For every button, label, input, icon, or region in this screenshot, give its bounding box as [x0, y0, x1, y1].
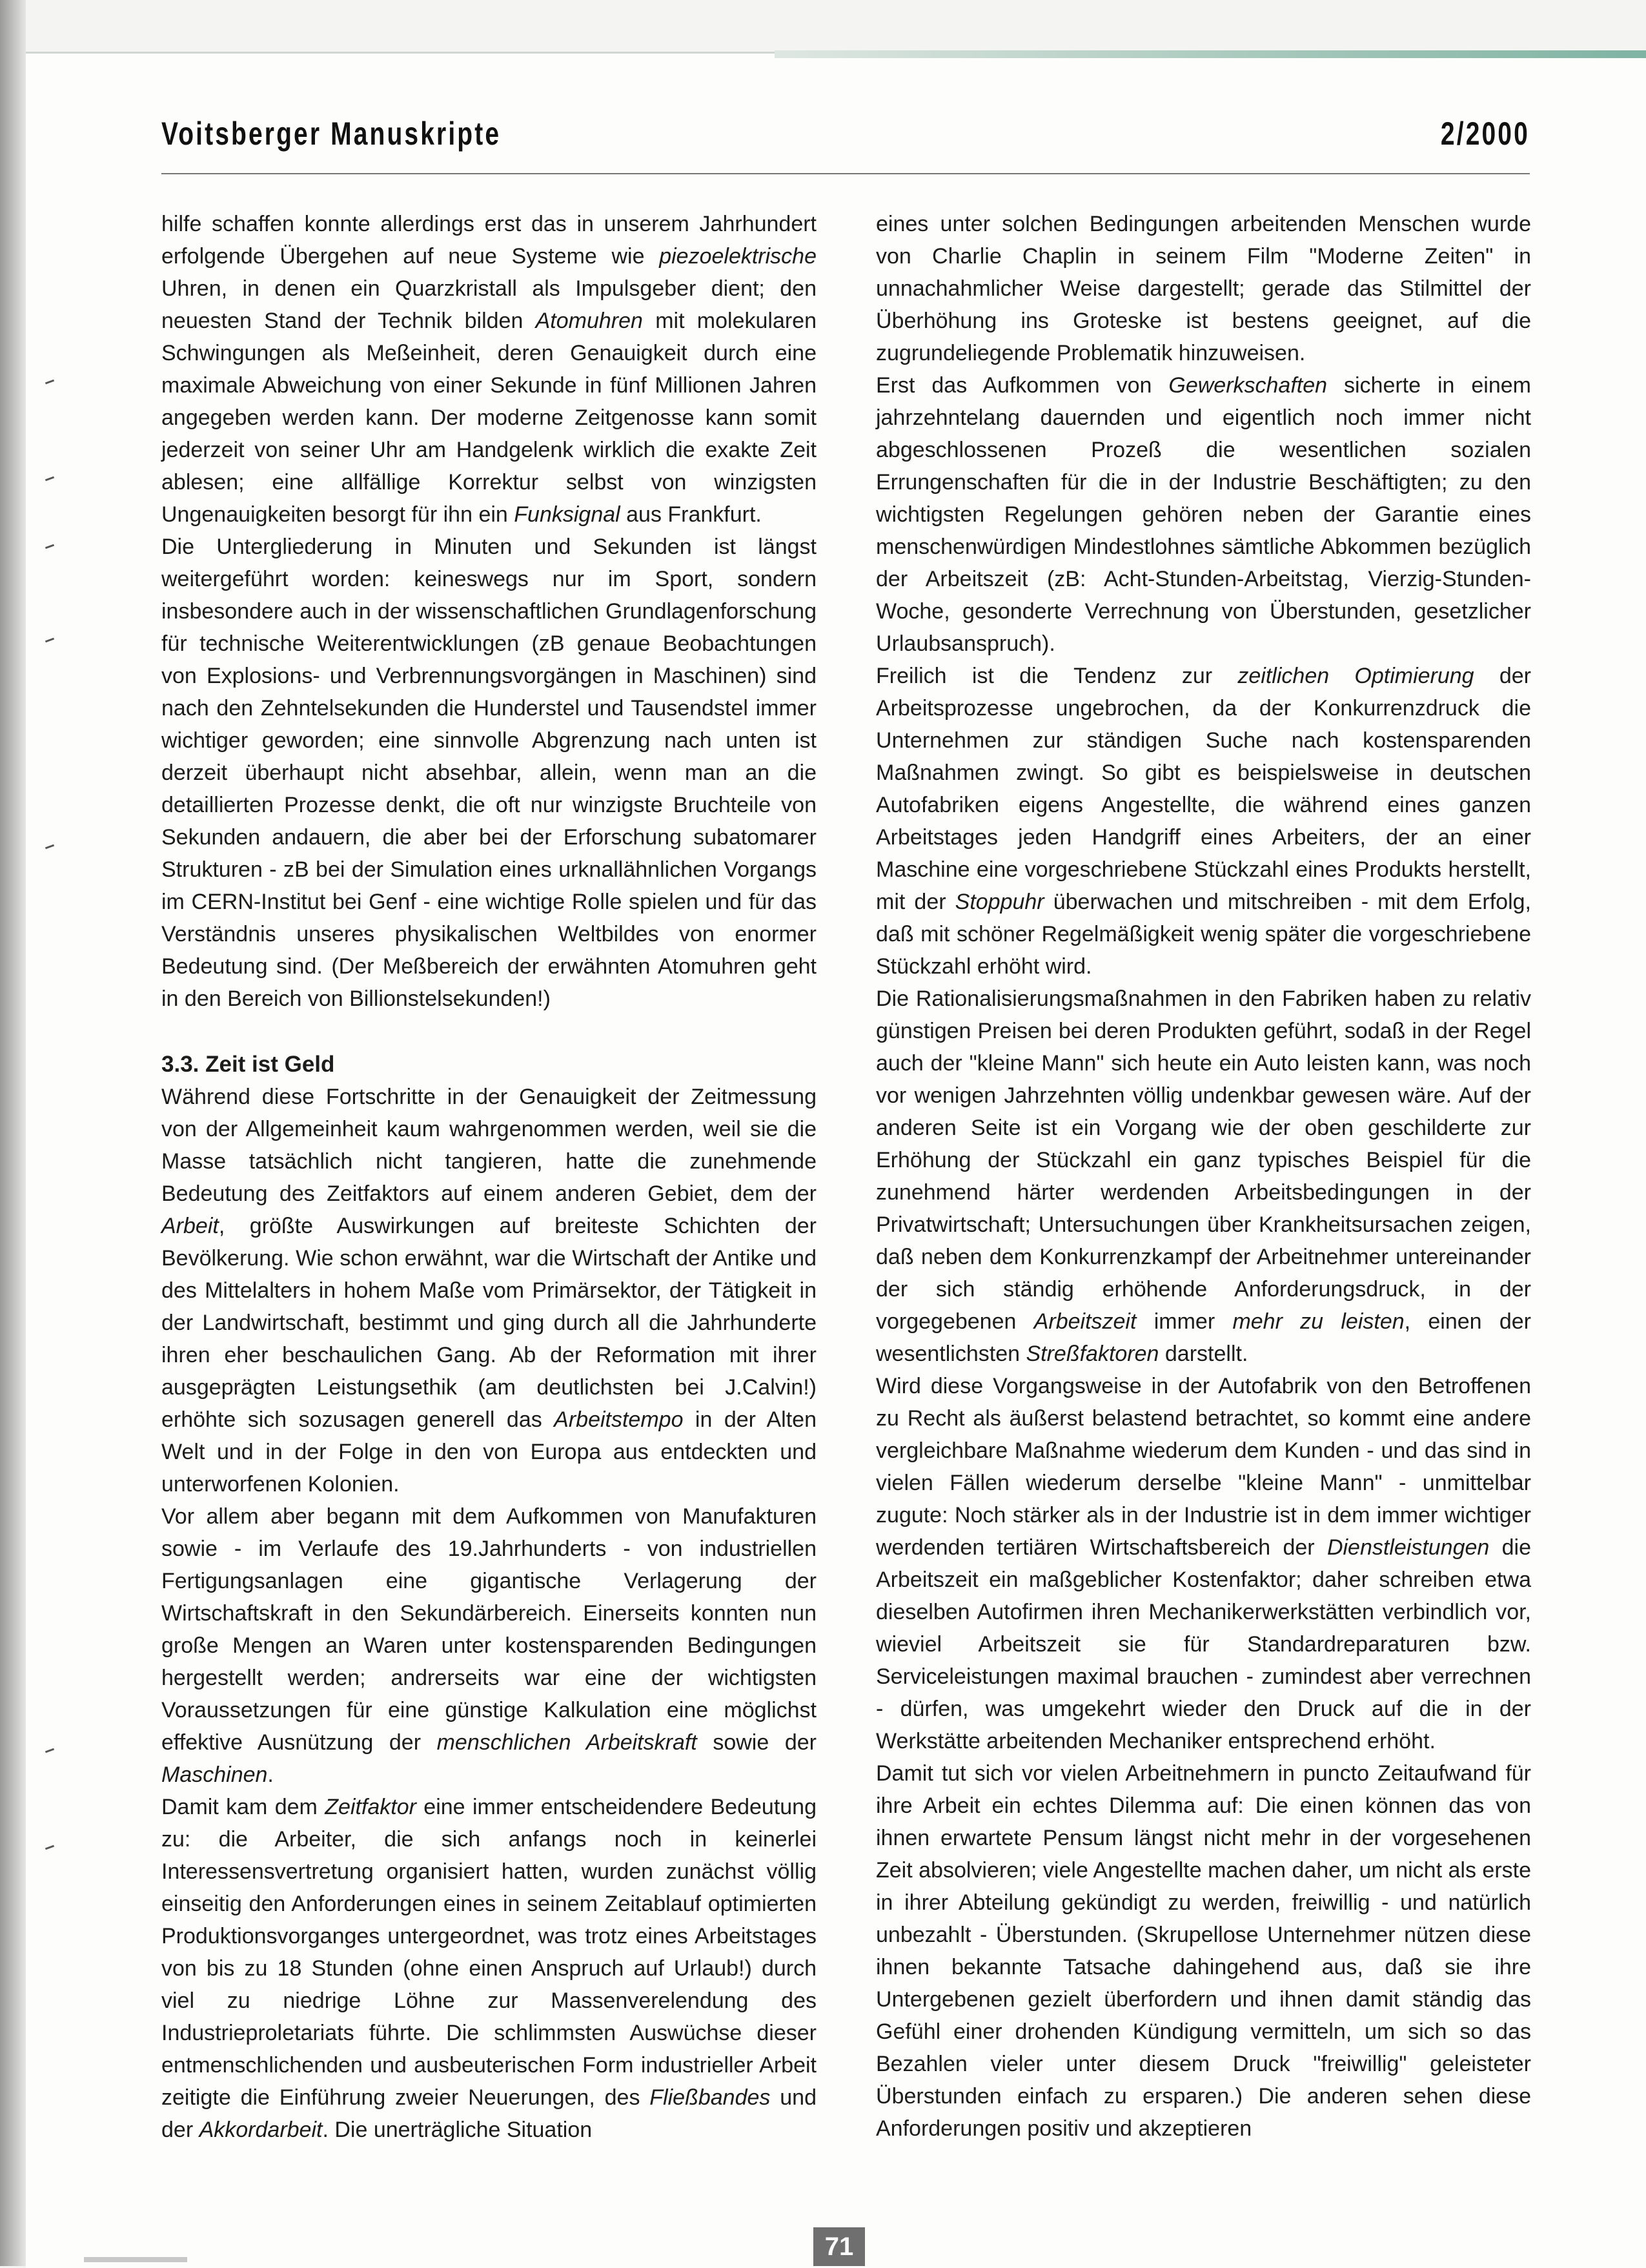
page-number: 71 [813, 2227, 865, 2266]
paragraph: Während diese Fortschritte in der Genauigkeit der Zeitmessung von der Allgemeinheit kaum wahrgenommen werden, weil sie die Masse tatsächlich nicht tangieren, hatte die zunehmende Bedeutung des Zeitfaktors auf einem anderen Gebiet, dem der Arbeit, größte Auswirkungen auf breiteste Schichten der Bevölkerung. Wie schon erwähnt, war die Wirtschaft der Antike und des Mittelalters in hohem Maße vom Primärsektor, der Tätigkeit in der Landwirtschaft, bestimmt und ging durch all die Jahrhunderte ihren eher beschaulichen Gang. Ab der Reformation mit ihrer ausgeprägten Leistungsethik (am deutlichsten bei J.Calvin!) erhöhte sich sozusagen generell das Arbeitstempo in der Alten Welt und in der Folge in den von Europa aus entdeckten und unterworfenen Kolonien. [161, 1085, 817, 1497]
paragraph: eines unter solchen Bedingungen arbeitenden Menschen wurde von Charlie Chaplin in seinem Film "Moderne Zeiten" in unnachahmlicher Weise dargestellt; gerade das Stilmittel der Überhöhung ins Groteske ist bestens geeignet, auf die zugrundeliegende Problematik hinzuweisen. [876, 212, 1531, 365]
paragraph: hilfe schaffen konnte allerdings erst das in unserem Jahrhundert erfolgende Übergehen auf neue Systeme wie piezoelektrische Uhren, in denen ein Quarzkristall als Impulsgeber dient; den neuesten Stand der Technik bilden Atomuhren mit molekularen Schwingungen als Meßeinheit, deren Genauigkeit durch eine maximale Abweichung von einer Sekunde in fünf Millionen Jahren angegeben werden kann. Der moderne Zeitgenosse kann somit jederzeit von seiner Uhr am Handgelenk wirklich die exakte Zeit ablesen; eine allfällige Korrektur selbst von winzigsten Ungenauigkeiten besorgt für ihn ein Funksignal aus Frankfurt. [161, 212, 817, 527]
paragraph: Die Rationalisierungsmaßnahmen in den Fabriken haben zu relativ günstigen Preisen bei deren Produkten geführt, sodaß in der Regel auch der "kleine Mann" sich heute ein Auto leisten kann, was noch vor wenigen Jahrzehnten völlig undenkbar gewesen wäre. Auf der anderen Seite ist ein Vorgang wie der oben geschilderte zur Erhöhung der Stückzahl ein ganz typisches Beispiel für die zunehmend härter werdenden Arbeitsbedingungen in der Privatwirtschaft; Untersuchungen über Krankheitsursachen zeigen, daß neben dem Konkurrenzkampf der Arbeitnehmer untereinander der sich ständig erhöhende Anforderungsdruck, in der vorgegebenen Arbeitszeit immer mehr zu leisten, einen der wesentlichsten Streßfaktoren darstellt. [876, 986, 1531, 1366]
paragraph: Damit kam dem Zeitfaktor eine immer entscheidendere Bedeutung zu: die Arbeiter, die sich anfangs noch in keinerlei Interessensvertretung organisiert hatten, wurden zunächst völlig einseitig den Anforderungen eines in seinem Zeitablauf optimierten Produktionsvorganges untergeordnet, was trotz eines Arbeitstages von bis zu 18 Stunden (ohne einen Anspruch auf Urlaub!) durch viel zu niedrige Löhne zur Massenverelendung des Industrieproletariats führte. Die schlimmsten Auswüchse dieser entmenschlichenden und ausbeuterischen Form industrieller Arbeit zeitigte die Einführung zweier Neuerungen, des Fließbandes und der Akkordarbeit. Die unerträgliche Situation [161, 1795, 817, 2142]
scan-artifact [84, 2257, 187, 2262]
paragraph: Damit tut sich vor vielen Arbeitnehmern in puncto Zeitaufwand für ihre Arbeit ein echtes Dilemma auf: Die einen können das von ihnen erwartete Pensum längst nicht mehr in der vorgesehenen Zeit absolvieren; viele Angestellte machen daher, um nicht als erste in ihrer Abteilung gekündigt zu werden, freiwillig - und natürlich unbezahlt - Überstunden. (Skrupellose Unternehmer nützen diese ihnen bekannte Tatsache dahingehend aus, daß sie ihre Untergebenen gezielt überfordern und ihnen damit ständig das Gefühl einer drohenden Kündigung vermitteln, um sich so das Bezahlen vieler unter diesem Druck "freiwillig" geleisteter Überstunden einfach zu ersparen.) Die anderen sehen diese Anforderungen positiv und akzeptieren [876, 1761, 1531, 2141]
cover-edge-strip [775, 50, 1646, 58]
paragraph: Die Untergliederung in Minuten und Sekunden ist längst weitergeführt worden: keineswegs nur im Sport, sondern insbesondere auch in der wissenschaftlichen Grundlagenforschung für technische Weiterentwicklungen (zB genaue Beobachtungen von Explosions- und Verbrennungsvorgängen in Maschinen) sind nach den Zehntelsekunden die Hunderstel und Tausendstel immer wichtiger geworden; eine sinnvolle Abgrenzung nach unten ist derzeit überhaupt nicht absehbar, allein, wenn man an die detaillierten Prozesse denkt, die oft nur winzigste Bruchteile von Sekunden andauern, die aber bei der Erforschung subatomarer Strukturen - zB bei der Simulation eines urknallähnlichen Vorgangs im CERN-Institut bei Genf - eine wichtige Rolle spielen und für das Verständnis unseres physikalischen Weltbildes von enormer Bedeutung sind. (Der Meßbereich der erwähnten Atomuhren geht in den Bereich von Billionstelsekunden!) [161, 535, 817, 1011]
paragraph: Erst das Aufkommen von Gewerkschaften sicherte in einem jahrzehntelang dauernden und eigentlich noch immer nicht abgeschlossenen Prozeß die wesentlichen sozialen Errungenschaften für die in der Industrie Beschäftigten; zu den wichtigsten Regelungen gehören neben der Garantie eines menschenwürdigen Mindestlohnes sämtliche Abkommen bezüglich der Arbeitszeit (zB: Acht-Stunden-Arbeitstag, Vierzig-Stunden-Woche, gesonderte Verrechnung von Überstunden, gesetzlicher Urlaubsanspruch). [876, 373, 1531, 656]
paragraph: Vor allem aber begann mit dem Aufkommen von Manufakturen sowie - im Verlaufe des 19.Jahrhunderts - von industriellen Fertigungsanlagen eine gigantische Verlagerung der Wirtschaftskraft in den Sekundärbereich. Einerseits konnten nun große Mengen an Waren unter kostensparenden Bedingungen hergestellt werden; andrerseits war eine der wichtigsten Voraussetzungen für eine günstige Kalkulation eine möglichst effektive Ausnützung der menschlichen Arbeitskraft sowie der Maschinen. [161, 1504, 817, 1787]
issue-number: 2/2000 [1440, 116, 1530, 152]
scan-edge-shadow [0, 0, 26, 2266]
running-header [161, 115, 1530, 160]
left-column [161, 208, 817, 2146]
paragraph: Freilich ist die Tendenz zur zeitlichen Optimierung der Arbeitsprozesse ungebrochen, da der Konkurrenzdruck die Unternehmen zur ständigen Suche nach kostensparenden Maßnahmen zwingt. So gibt es beispielsweise in deutschen Autofabriken eigens Angestellte, die während eines ganzen Arbeitstages jeden Handgriff eines Arbeiters, der an einer Maschine eine vorgeschriebene Stückzahl eines Produkts herstellt, mit der Stoppuhr überwachen und mitschreiben - mit dem Erfolg, daß mit schöner Regelmäßigkeit wenig später die vorgeschriebene Stückzahl erhöht wird. [876, 664, 1531, 979]
right-column [876, 208, 1531, 2145]
margin-marks [45, 0, 58, 2266]
section-heading: 3.3. Zeit ist Geld [161, 1052, 335, 1077]
paragraph: Wird diese Vorgangsweise in der Autofabrik von den Betroffenen zu Recht als äußerst belastend betrachtet, so kommt eine andere vergleichbare Maßnahme wiederum dem Kunden - und das sind in vielen Fällen wiederum derselbe "kleine Mann" - unmittelbar zugute: Noch stärker als in der Industrie ist in dem immer wichtiger werdenden tertiären Wirtschaftsbereich der Dienstleistungen die Arbeitszeit ein maßgeblicher Kostenfaktor; daher schreiben etwa dieselben Autofirmen ihren Mechanikerwerkstätten verbindlich vor, wieviel Arbeitszeit sie für Standardreparaturen bzw. Serviceleistungen maximal brauchen - zumindest aber verrechnen - dürfen, was umgekehrt wieder den Druck auf die in der Werkstätte arbeitenden Mechaniker entsprechend erhöht. [876, 1374, 1531, 1753]
journal-title: Voitsberger Manuskripte [161, 116, 502, 152]
header-rule [161, 173, 1530, 174]
